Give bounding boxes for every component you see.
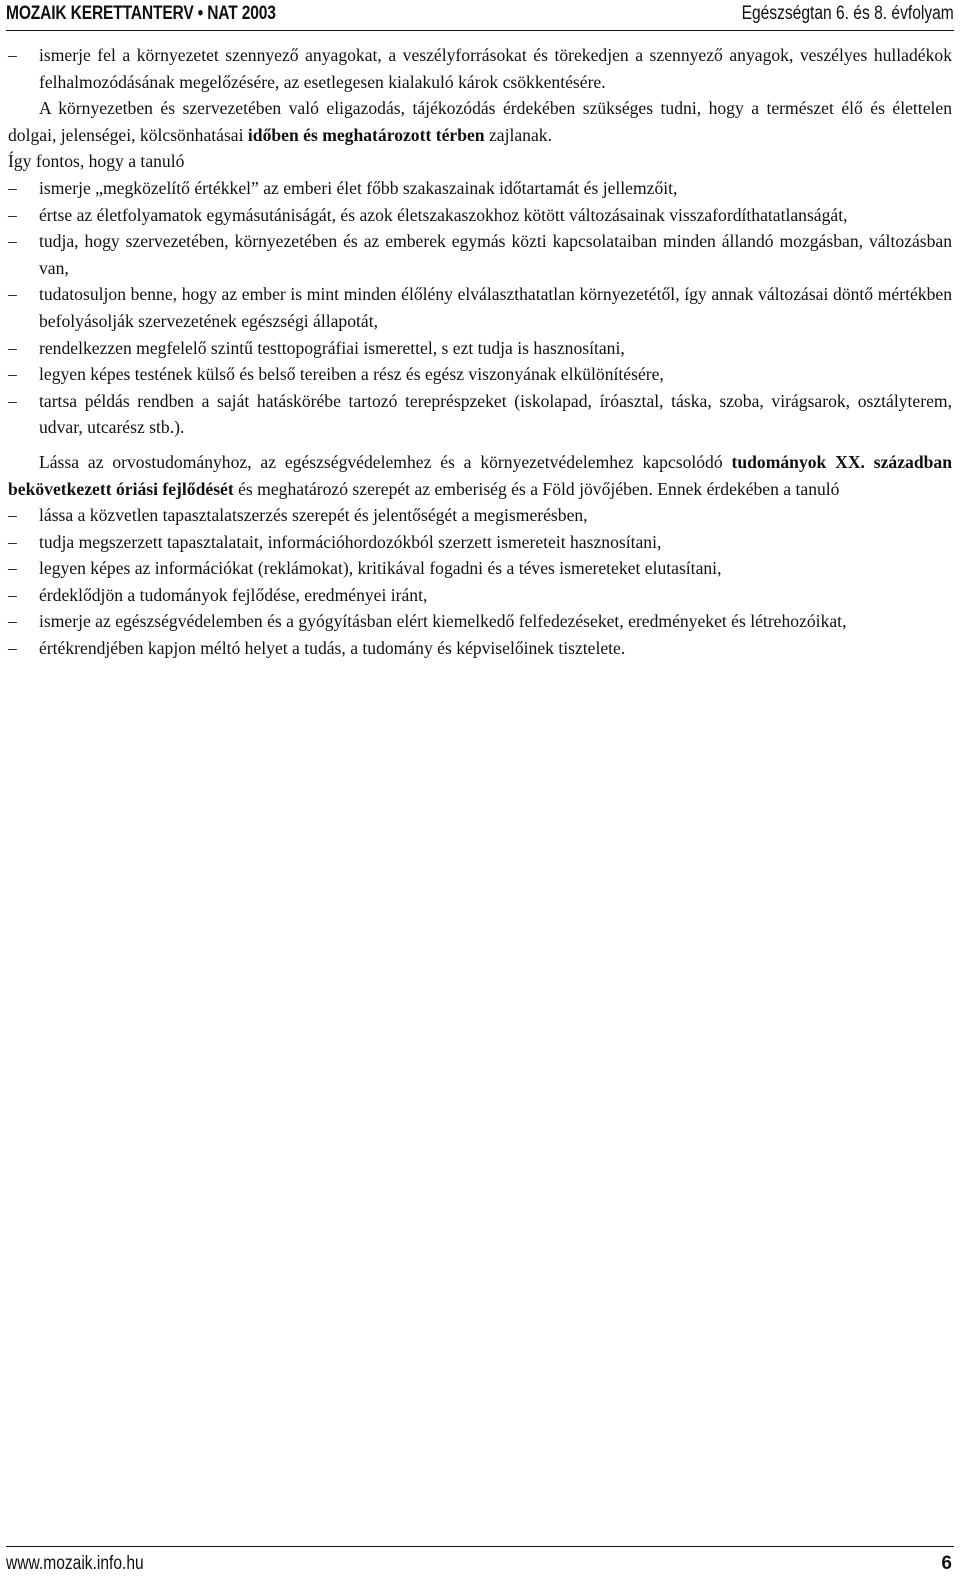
list-item: – érdeklődjön a tudományok fejlődése, eredményei iránt,: [8, 582, 952, 609]
footer-url[interactable]: www.mozaik.info.hu: [6, 1553, 144, 1574]
paragraph-text: A környezetben és szervezetében való eligazodás, tájékozódás érdekében szükséges tudni, hogy a természet élő és élettelen dolgai, jelenségei, kölcsönhatásai: [8, 98, 952, 145]
list-item: – tartsa példás rendben a saját hatáskörébe tartozó terepréspzeket (iskolapad, íróasztal, táska, szoba, virágsarok, osztályterem, udvar, utcarész stb.).: [8, 388, 952, 441]
paragraph-text: zajlanak.: [488, 124, 552, 145]
list-item: – értékrendjében kapjon méltó helyet a tudás, a tudomány és képviselőinek tisztelete.: [8, 635, 952, 662]
list-item: – tudatosuljon benne, hogy az ember is mint minden élőlény elválaszthatatlan környezetétől, így annak változásai döntő mértékben befolyásolják szervezetének egészségi állapotát,: [8, 281, 952, 334]
list-item: – értse az életfolyamatok egymásutániságát, és azok életszakaszokhoz kötött változásainak visszafordíthatatlanságát,: [8, 202, 952, 229]
list-intro: Így fontos, hogy a tanuló: [8, 151, 185, 172]
paragraph-text: és meghatározó szerepét az emberiség és a Föld jövőjében. Ennek érdekében a tanuló: [238, 478, 840, 499]
page-header: [6, 0, 954, 31]
paragraph-text: Lássa az orvostudományhoz, az egészségvédelemhez és a környezetvédelemhez kapcsolódó: [39, 451, 723, 472]
emphasis-text: tudományok XX. században bekövetkezett óriási fejlődését: [8, 451, 952, 499]
paragraph: [8, 95, 952, 148]
header-title: MOZAIK KERETTANTERV • NAT 2003: [6, 3, 276, 24]
page-number: 6: [941, 1553, 952, 1574]
list-item: – ismerje „megközelítő értékkel” az emberi élet főbb szakaszainak időtartamát és jellemzőit,: [8, 175, 952, 202]
list-item: – lássa a közvetlen tapasztalatszerzés szerepét és jelentőségét a megismerésben,: [8, 502, 952, 529]
page-content: [8, 42, 952, 662]
list-item: – ismerje fel a környezetet szennyező anyagokat, a veszélyforrásokat és törekedjen a szennyező anyagok, veszélyes hulladékok felhalmozódásának megelőzésére, az esetlegesen kialakuló károk csökkentésére.: [8, 42, 952, 95]
spacer: [8, 441, 952, 449]
header-subject: Egészségtan 6. és 8. évfolyam: [741, 3, 954, 24]
list-item: – rendelkezzen megfelelő szintű testtopográfiai ismerettel, s ezt tudja is hasznosítani,: [8, 335, 952, 362]
list-item: – legyen képes testének külső és belső tereiben a rész és egész viszonyának elkülönítésére,: [8, 361, 952, 388]
list-item: – ismerje az egészségvédelemben és a gyógyításban elért kiemelkedő felfedezéseket, eredményeket és létrehozóikat,: [8, 608, 952, 635]
paragraph: [8, 449, 952, 502]
emphasis-text: időben és meghatározott térben: [247, 124, 485, 145]
page-footer: [6, 1546, 954, 1585]
list-item: – legyen képes az információkat (reklámokat), kritikával fogadni és a téves ismereteket elutasítani,: [8, 555, 952, 582]
list-item: – tudja, hogy szervezetében, környezetében és az emberek egymás közti kapcsolataiban minden állandó mozgásban, változásban van,: [8, 228, 952, 281]
list-item: – tudja megszerzett tapasztalatait, információhordozókból szerzett ismereteit hasznosítani,: [8, 529, 952, 556]
